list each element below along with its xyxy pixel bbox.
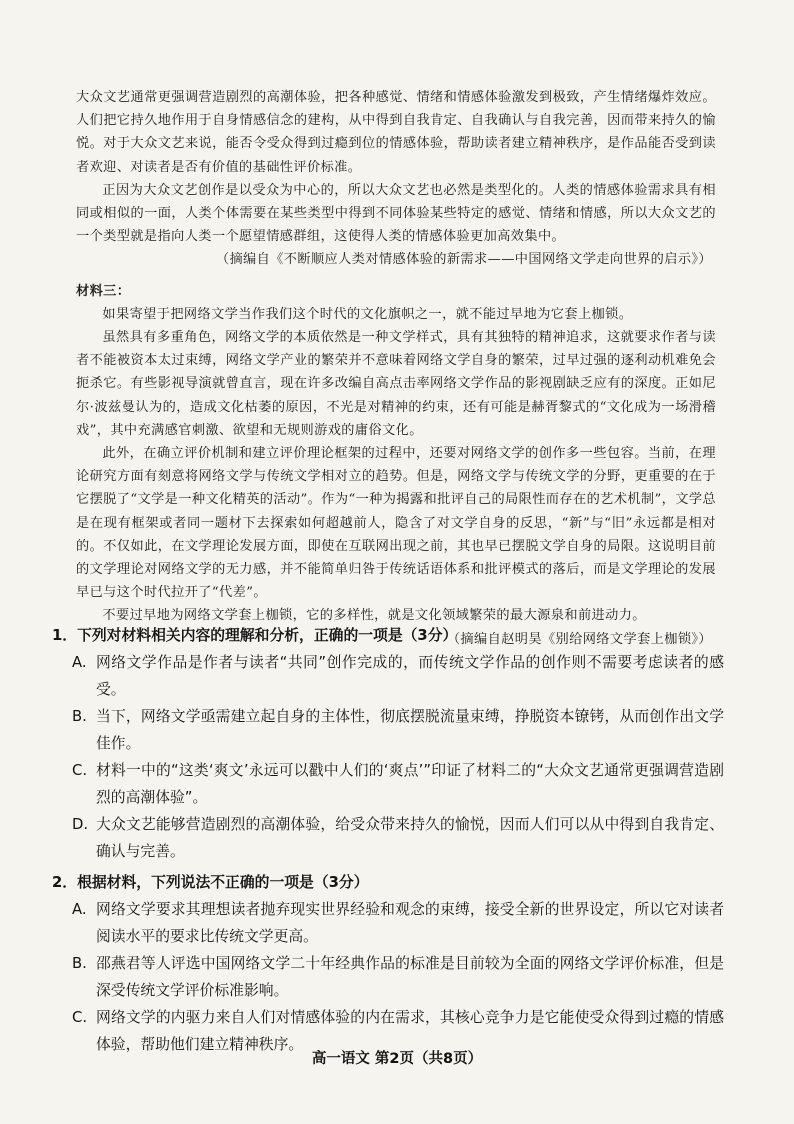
answer-option-a[interactable] xyxy=(72,896,724,950)
passage-paragraph: 大众文艺通常更强调营造剧烈的高潮体验，把各种感觉、情绪和情感体验激发到极致，产生情绪爆炸效应。人们把它持久地作用于自身情感信念的建构，从中得到自我肯定、自我确认与自我完善，因而带来持久的愉悦。对于大众文艺来说，能否令受众得到过瘾到位的情感体验，帮助读者建立精神秩序，是作品能否受到读者欢迎、对读者是否有价值的基础性评价标准。 xyxy=(76,90,716,175)
option-letter: C. xyxy=(72,762,88,779)
option-letter: C. xyxy=(72,1009,88,1026)
option-text: 大众文艺能够营造剧烈的高潮体验，给受众带来持久的愉悦，因而人们可以从中得到自我肯定、确认与完善。 xyxy=(96,816,724,860)
answer-option-c[interactable] xyxy=(72,757,724,811)
option-text: 当下，网络文学亟需建立起自身的主体性，彻底摆脱流量束缚，挣脱资本镣铐，从而创作出文学佳作。 xyxy=(96,708,724,752)
questions-section xyxy=(52,622,724,1062)
option-letter: D. xyxy=(72,816,89,833)
option-letter: B. xyxy=(72,955,87,972)
question-1 xyxy=(52,622,724,865)
answer-option-a[interactable] xyxy=(72,649,724,703)
answer-option-b[interactable] xyxy=(72,703,724,757)
option-letter: A. xyxy=(72,901,87,918)
option-letter: B. xyxy=(72,708,87,725)
passage-paragraph: 正因为大众文艺创作是以受众为中心的，所以大众文艺也必然是类型化的。人类的情感体验需求具有相同或相似的一面，人类个体需要在某些类型中得到不同体验某些特定的感觉、情绪和情感，所以大众文艺的一个类型就是指向人类一个愿望情感群组，这使得人类的情感体验更加高效集中。 xyxy=(76,182,716,245)
option-text: 网络文学的内驱力来自人们对情感体验的内在需求，其核心竞争力是它能使受众得到过瘾的情感体验，帮助他们建立精神秩序。 xyxy=(96,1009,724,1053)
passage-paragraph: 如果寄望于把网络文学当作我们这个时代的文化旗帜之一，就不能过早地为它套上枷锁。 xyxy=(102,306,633,322)
option-text: 邵燕君等人评选中国网络文学二十年经典作品的标准是目前较为全面的网络文学评价标准，但是深受传统文学评价标准影响。 xyxy=(96,955,724,999)
passage-paragraph: 虽然具有多重角色，网络文学的本质依然是一种文学样式，具有其独特的精神追求，这就要求作者与读者不能被资本太过束缚，网络文学产业的繁荣并不意味着网络文学自身的繁荣，过早过强的逐利动机难免会扼杀它。有些影视导演就曾直言，现在许多改编自高点击率网络文学作品的影视剧缺乏应有的深度。正如尼尔·波兹曼认为的，造成文化枯萎的原因，不光是对精神的约束，还有可能是赫胥黎式的“文化成为一场滑稽戏”，其中充满感官刺激、欲望和无规则游戏的庸俗文化。 xyxy=(76,330,716,438)
source-citation: （摘编自赵明昊《别给网络文学套上枷锁》） xyxy=(446,631,712,647)
question-stem: 2．根据材料，下列说法不正确的一项是（3分） xyxy=(52,874,369,891)
option-text: 网络文学要求其理想读者抛弃现实世界经验和观念的束缚，接受全新的世界设定，所以它对读者阅读水平的要求比传统文学更高。 xyxy=(96,901,724,945)
question-2 xyxy=(52,869,724,1058)
answer-option-d[interactable] xyxy=(72,811,724,865)
reading-passage xyxy=(76,86,716,651)
source-citation: （摘编自《不断顺应人类对情感体验的新需求——中国网络文学走向世界的启示》） xyxy=(215,252,712,268)
passage-paragraph: 此外，在确立评价机制和建立评价理论框架的过程中，还要对网络文学的创作多一些包容。当前，在理论研究方面有刻意将网络文学与传统文学相对立的趋势。但是，网络文学与传统文学的分野，更重要的在于它摆脱了“文学是一种文化精英的活动”。作为“一种为揭露和批评自己的局限性而存在的艺术机制”，文学总是在现有框架或者同一题材下去探索如何超越前人，隐含了对文学自身的反思，“新”与“旧”永远都是相对的。不仅如此，在文学理论发展方面，即使在互联网出现之前，其也早已摆脱文学自身的局限。这说明目前的文学理论对网络文学的无力感，并不能简单归咎于传统话语体系和批评模式的落后，而是文学理论的发展早已与这个时代拉开了“代差”。 xyxy=(76,446,717,601)
answer-option-b[interactable] xyxy=(72,950,724,1004)
option-letter: A. xyxy=(72,654,87,671)
page-footer: 高一语文 第2页（共8页） xyxy=(311,1051,483,1067)
option-text: 材料一中的“这类‘爽文’永远可以戳中人们的‘爽点’”印证了材料二的“大众文艺通常更强调营造剧烈的高潮体验”。 xyxy=(96,762,724,806)
question-stem: 1．下列对材料相关内容的理解和分析，正确的一项是（3分） xyxy=(52,627,458,644)
passage-paragraph: 不要过早地为网络文学套上枷锁，它的多样性，就是文化领域繁荣的最大源泉和前进动力。 xyxy=(102,608,646,624)
material-heading: 材料三： xyxy=(76,283,131,299)
option-text: 网络文学作品是作者与读者“共同”创作完成的，而传统文学作品的创作则不需要考虑读者的感受。 xyxy=(96,654,724,698)
